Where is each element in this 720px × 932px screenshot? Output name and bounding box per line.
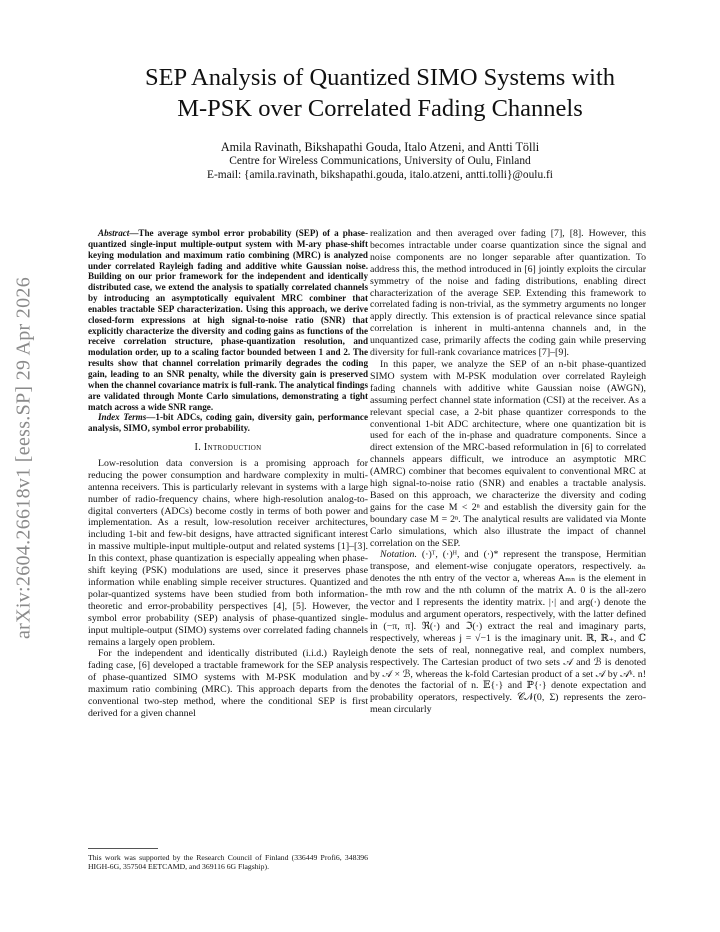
index-terms: [88, 412, 368, 434]
notation-lead: Notation.: [380, 549, 417, 561]
abstract: [88, 228, 368, 412]
footnote-rule: [88, 848, 158, 849]
notation-text: (·)ᵀ, (·)ᴴ, and (·)* represent the transpose, Hermitian transpose, and element-wise conjugate operators, respectively. aₙ denotes the nth entry of the vector a, whereas Aₘₙ is the element in the mth row and the nth column of the matrix A. 0 is the all-zero vector and I represents the identity matrix. |·| and arg(·) denote the modulus and argument operators, respectively, with the latter defined in (−π, π]. ℜ(·) and ℑ(·) extract the real and imaginary parts, respectively, whereas j = √−1 is the imaginary unit. ℝ, ℝ₊, and ℂ denote the sets of real, nonnegative real, and complex numbers, respectively. The Cartesian product of two sets 𝒜 and ℬ is denoted by 𝒜 × ℬ, whereas the k-fold Cartesian product of a set 𝒜 by 𝒜ᵏ. n! denotes the factorial of n. 𝔼{·} and ℙ{·} denote expectation and probability operators, respectively. 𝒞𝒩(0, Σ) represents the zero-mean circularly: [370, 549, 646, 716]
intro-paragraph-2: For the independent and identically distributed (i.i.d.) Rayleigh fading case, [6] developed a tractable framework for the SEP analysis of phase-quantized SIMO systems with M-PSK modulation and maximum ratio combining (MRC). This approach departs from the conventional two-step method, where the conditional SEP is first derived for a given channel: [88, 648, 368, 719]
index-terms-text: —1-bit ADCs, coding gain, diversity gain, performance analysis, SIMO, symbol error probability.: [88, 412, 368, 434]
right-column: [370, 228, 646, 716]
arxiv-identifier: arXiv:2604.26618v1 [eess.SP] 29 Apr 2026: [12, 277, 35, 639]
section-heading-introduction: I. Introduction: [194, 442, 262, 454]
author-names: Amila Ravinath, Bikshapathi Gouda, Italo Atzeni, and Antti Tölli: [220, 140, 540, 154]
title-line-2: M-PSK over Correlated Fading Channels: [177, 95, 583, 122]
right-paragraph-1: realization and then averaged over fading [7], [8]. However, this becomes intractable under coarse quantization since the signal and noise components are no longer separable after quantization. To address this, the method introduced in [6] jointly exploits the circular symmetry of the noise and fading distributions, enabling direct characterization of the average SEP. Extending this framework to correlated fading is non-trivial, as the symmetry arguments no longer apply directly. This extension is of practical relevance since spatial correlation is inherent in multi-antenna channels and, in the unquantized case, primarily affects the coding gain while preserving diversity for full-rank covariance matrices [7]–[9].: [370, 228, 646, 359]
right-paragraph-2: In this paper, we analyze the SEP of an n-bit phase-quantized SIMO system with M-PSK modulation over correlated Rayleigh fading channels with additive white Gaussian noise (AWGN), assuming perfect channel state information (CSI) at the receiver. As a relevant special case, a 2-bit phase quantizer corresponds to the conventional 1-bit ADC architecture, where one quantization bit is used for each of the in-phase and quadrature components. Since a direct extension of the MRC-based reformulation in [6] to correlated channels appears difficult, we introduce an asymptotic MRC (AMRC) combiner that becomes equivalent to conventional MRC at high signal-to-noise ratio (SNR) and enables a tractable analysis. Based on this approach, we characterize the diversity and coding gains for the case M < 2ⁿ and establish the diversity gain for the boundary case M = 2ⁿ. The analytical results are validated via Monte Carlo simulations, which also illustrate the impact of channel correlation on the SEP.: [370, 358, 646, 549]
intro-paragraph-1: Low-resolution data conversion is a promising approach for reducing the power consumption and hardware complexity in multi-antenna receivers. This is particularly relevant in systems with a large number of radio-frequency chains, where high-resolution analog-to-digital converters (ADCs) become costly in terms of both power and implementation. As a result, low-resolution receiver architectures, including 1-bit and few-bit designs, have attracted significant interest in massive multiple-input multiple-output and related systems [1]–[3]. In this context, phase quantization is especially appealing when phase-shift keying (PSK) modulations are used, since it preserves phase information while enabling simple receiver structures. Quantized and polar-quantized systems have been studied from both information-theoretic and error-probability perspectives [4], [5]. However, the symbol error probability (SEP) analysis of phase-quantized single-input multiple-output (SIMO) systems over correlated fading channels remains a largely open problem.: [88, 457, 368, 648]
arxiv-sidebar: [6, 268, 42, 648]
email-line: E-mail: {amila.ravinath, bikshapathi.gouda, italo.atzeni, antti.tolli}@oulu.fi: [207, 169, 553, 181]
paper-title: [70, 62, 690, 124]
notation-paragraph: [370, 549, 646, 716]
abstract-text: —The average symbol error probability (SEP) of a phase-quantized single-input multiple-output system with M-ary phase-shift keying modulation and maximum ratio combining (MRC) is analyzed under correlated Rayleigh fading and additive white Gaussian noise. Building on our prior framework for the independent and identically distributed case, we extend the analysis to spatially correlated channels by introducing an asymptotically equivalent MRC combiner that enables tractable SEP characterization. Using this approach, we derive closed-form expressions at high signal-to-noise ratio (SNR) that explicitly characterize the diversity and coding gains as functions of the receive correlation structure, phase-quantization resolution, and modulation order, up to a scaling factor bounded between 1 and 2. The results show that channel correlation primarily degrades the coding gain, leading to an SNR penalty, while the diversity gain is preserved when the channel covariance matrix is full-rank. The analytical findings are validated through Monte Carlo simulations, demonstrating a tight match across a wide SNR range.: [88, 228, 368, 412]
author-block: [70, 140, 690, 182]
affiliation: Centre for Wireless Communications, University of Oulu, Finland: [229, 155, 531, 167]
index-terms-lead: Index Terms: [98, 412, 147, 423]
title-line-1: SEP Analysis of Quantized SIMO Systems with: [144, 64, 616, 91]
left-column: [88, 228, 368, 720]
footnote: This work was supported by the Research Council of Finland (336449 Profi6, 348396 HIGH-6G, 357504 EETCAMD, and 369116 6G Flagship).: [88, 853, 368, 872]
abstract-lead: Abstract: [98, 228, 130, 238]
